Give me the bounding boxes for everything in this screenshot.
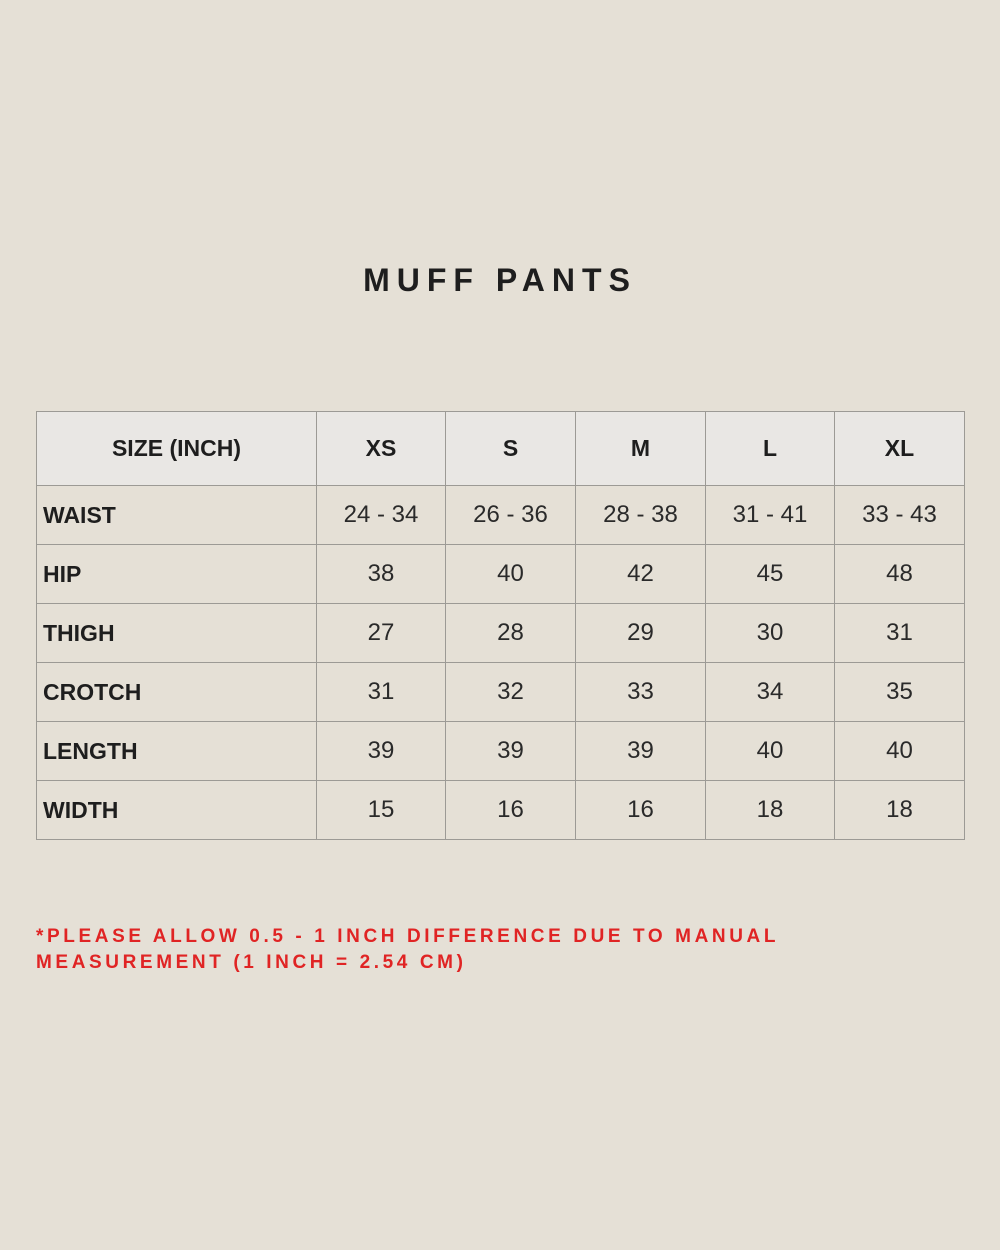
measurement-note [36, 924, 916, 976]
row-label: CROTCH [37, 663, 317, 722]
table-cell: 29 [576, 604, 706, 663]
size-chart-table [36, 411, 965, 840]
table-cell: 33 [576, 663, 706, 722]
table-row-waist [37, 486, 965, 545]
table-cell: 40 [446, 545, 576, 604]
table-cell: 32 [446, 663, 576, 722]
header-xl: XL [835, 412, 965, 486]
table-cell: 35 [835, 663, 965, 722]
table-row-crotch [37, 663, 965, 722]
table-row-hip [37, 545, 965, 604]
table-cell: 48 [835, 545, 965, 604]
header-size-inch: SIZE (INCH) [37, 412, 317, 486]
table-cell: 31 [317, 663, 446, 722]
table-cell: 27 [317, 604, 446, 663]
table-cell: 34 [706, 663, 835, 722]
table-cell: 38 [317, 545, 446, 604]
header-xs: XS [317, 412, 446, 486]
table-cell: 18 [706, 781, 835, 840]
table-cell: 40 [835, 722, 965, 781]
table-cell: 18 [835, 781, 965, 840]
table-cell: 39 [576, 722, 706, 781]
table-cell: 42 [576, 545, 706, 604]
table-cell: 31 - 41 [706, 486, 835, 545]
table-cell: 16 [446, 781, 576, 840]
table-cell: 28 - 38 [576, 486, 706, 545]
header-m: M [576, 412, 706, 486]
row-label: HIP [37, 545, 317, 604]
table-cell: 24 - 34 [317, 486, 446, 545]
page-title: MUFF PANTS [363, 262, 637, 298]
table-cell: 39 [446, 722, 576, 781]
row-label: THIGH [37, 604, 317, 663]
table-row-width [37, 781, 965, 840]
table-row-thigh [37, 604, 965, 663]
table-cell: 15 [317, 781, 446, 840]
table-cell: 40 [706, 722, 835, 781]
table-cell: 39 [317, 722, 446, 781]
table-cell: 28 [446, 604, 576, 663]
table-cell: 26 - 36 [446, 486, 576, 545]
table-cell: 30 [706, 604, 835, 663]
table-cell: 33 - 43 [835, 486, 965, 545]
row-label: WIDTH [37, 781, 317, 840]
table-cell: 45 [706, 545, 835, 604]
note-line-2: MEASUREMENT (1 INCH = 2.54 CM) [36, 952, 467, 973]
table-cell: 31 [835, 604, 965, 663]
header-s: S [446, 412, 576, 486]
row-label: WAIST [37, 486, 317, 545]
row-label: LENGTH [37, 722, 317, 781]
header-l: L [706, 412, 835, 486]
note-line-1: *PLEASE ALLOW 0.5 - 1 INCH DIFFERENCE DUE TO MANUAL [36, 926, 780, 947]
table-cell: 16 [576, 781, 706, 840]
table-row-length [37, 722, 965, 781]
table-header-row [37, 412, 965, 486]
